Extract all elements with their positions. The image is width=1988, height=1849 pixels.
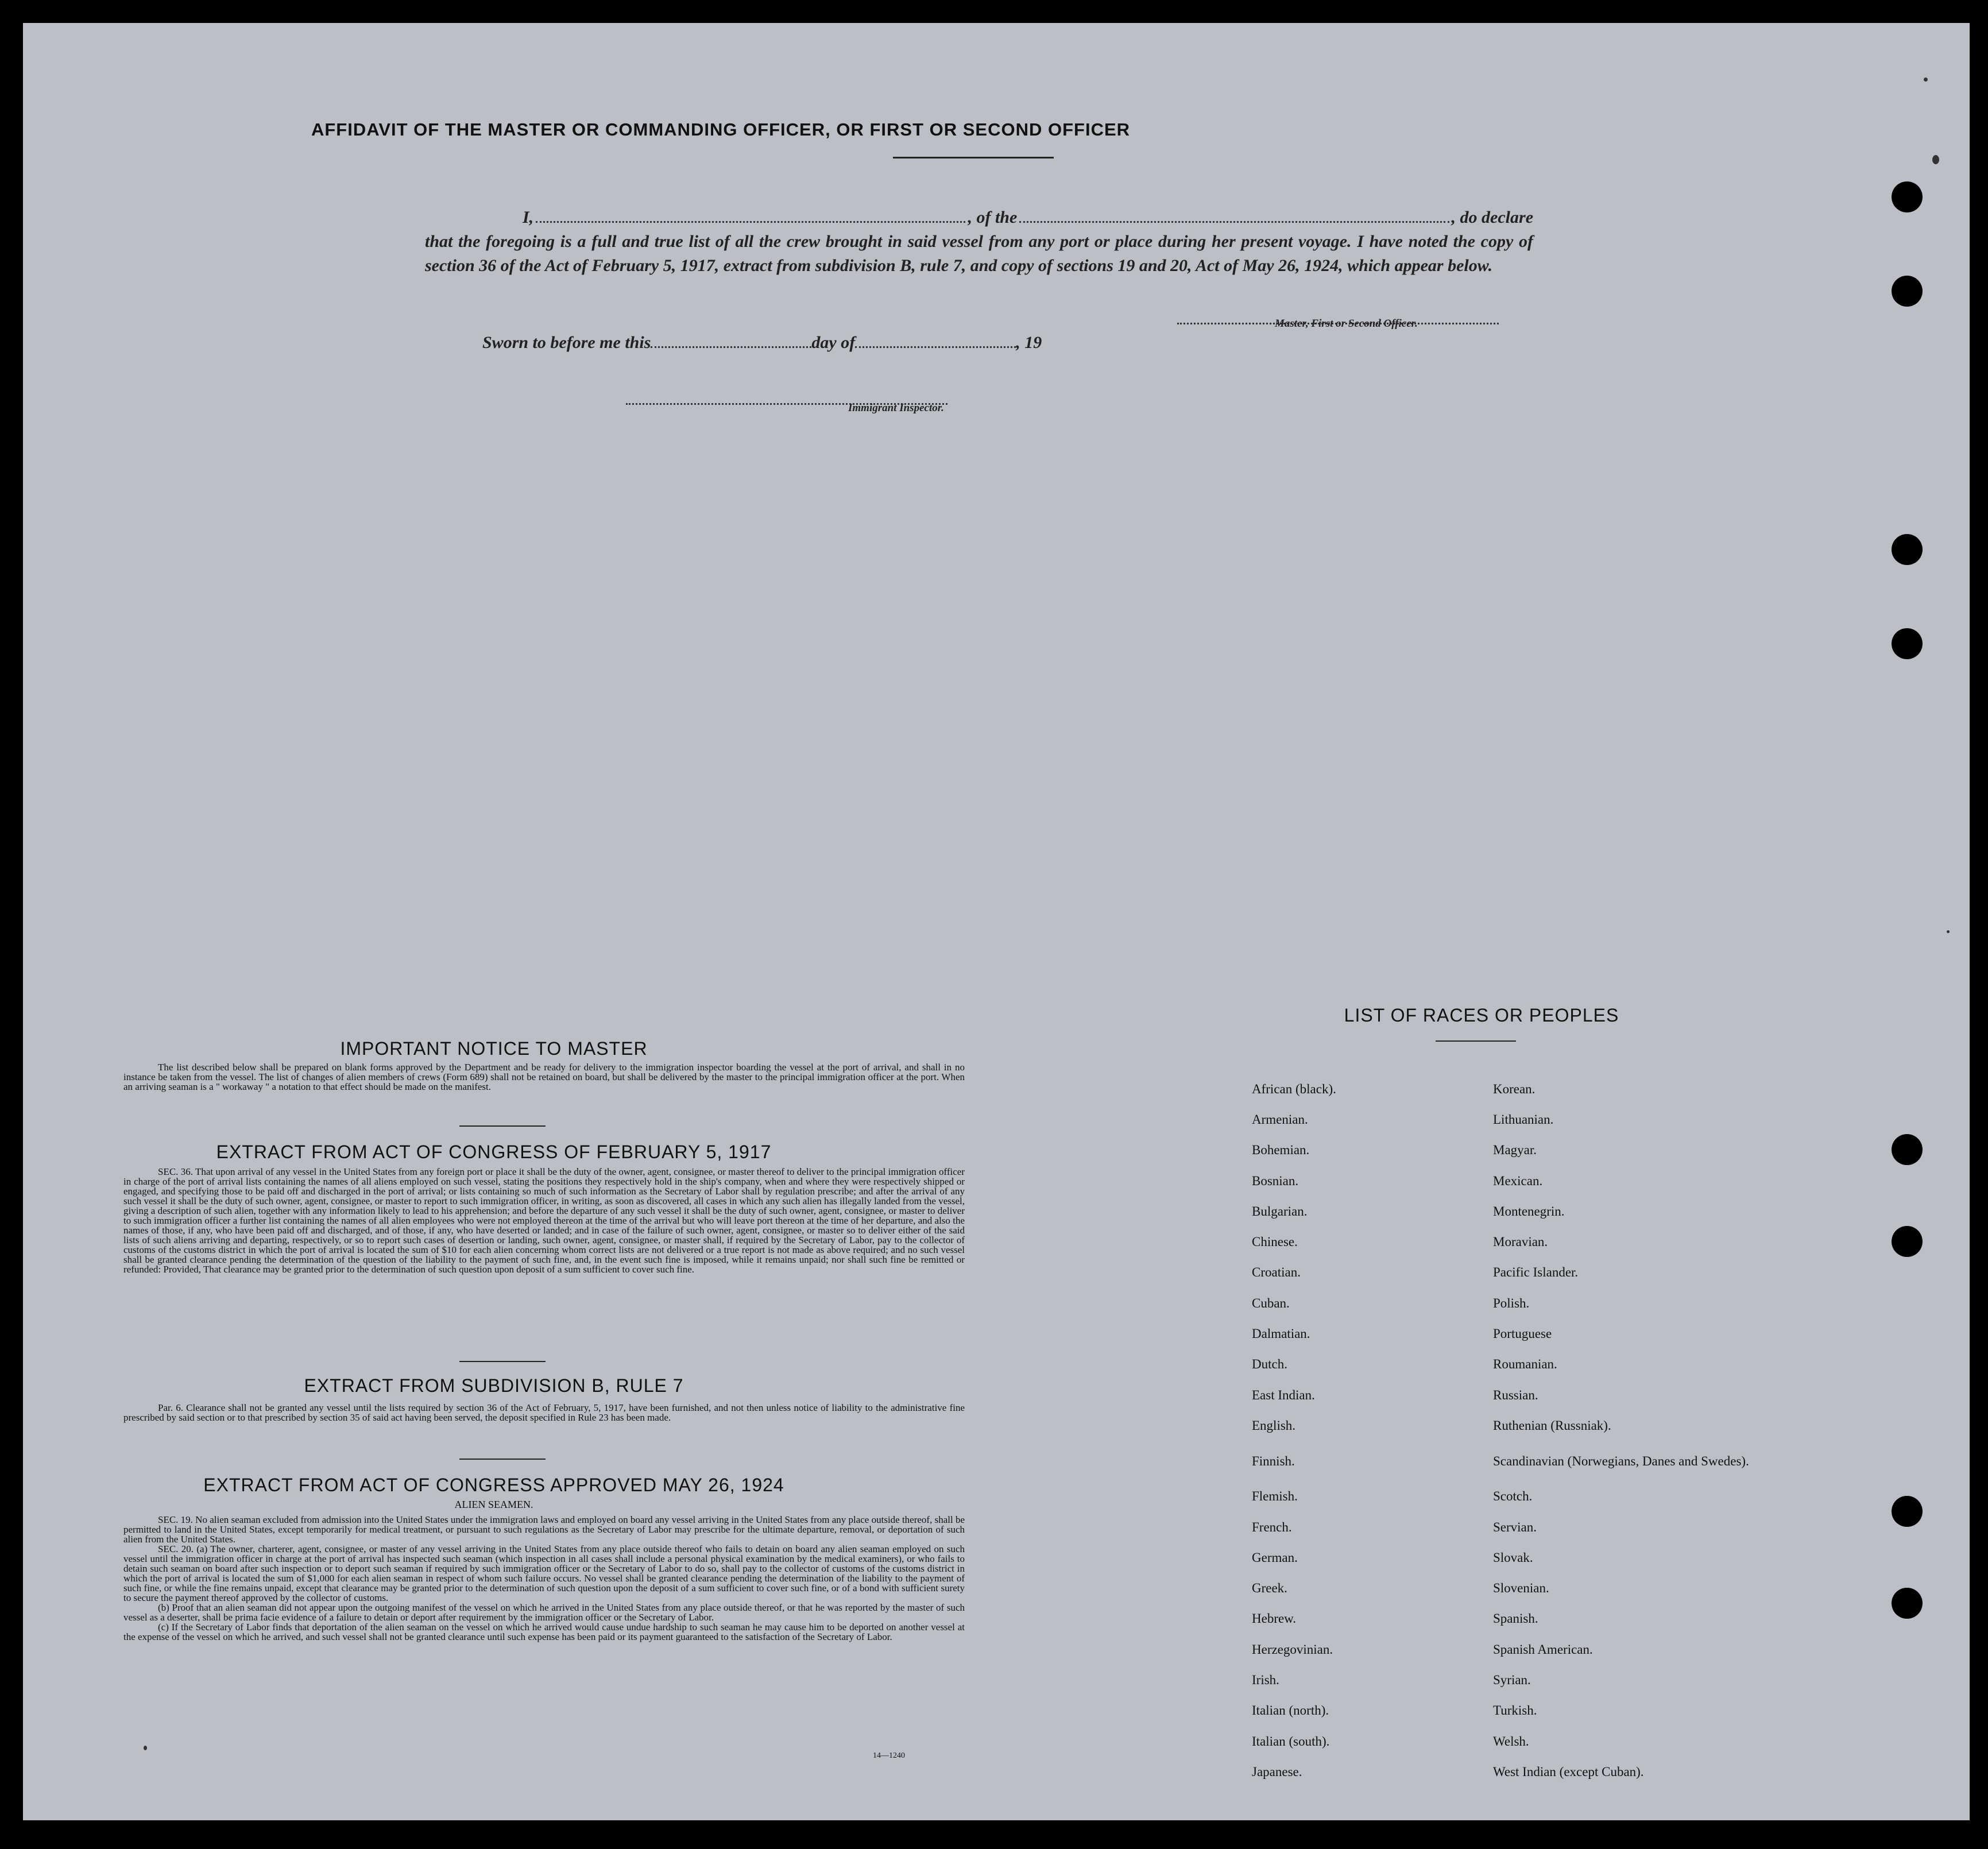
scan-speck [1947,930,1950,933]
race-row [1252,1227,1780,1257]
race-name: Italian (north). [1252,1703,1329,1718]
race-name: Italian (south). [1252,1734,1330,1749]
document-page [23,23,1970,1820]
race-row [1252,1104,1780,1135]
race-name: Montenegrin. [1493,1204,1565,1219]
master-caption: Master, First or Second Officer. [1275,318,1418,330]
race-name: Polish. [1493,1295,1530,1310]
scan-speck [1932,155,1939,164]
binder-hole [1892,276,1923,307]
race-row [1252,1512,1780,1542]
race-name: Cuban. [1252,1295,1290,1310]
section-divider [459,1459,546,1460]
race-name: Irish. [1252,1672,1279,1687]
race-name: Slovenian. [1493,1581,1549,1596]
binder-hole [1892,1134,1923,1165]
inspector-caption: Immigrant Inspector. [848,402,944,414]
race-row [1252,1441,1780,1481]
race-name: Scotch. [1493,1489,1533,1504]
race-name: German. [1252,1550,1298,1565]
race-name: French. [1252,1519,1292,1534]
binder-hole [1892,1588,1923,1619]
races-list [1252,1074,1780,1788]
race-name: African (black). [1252,1081,1336,1096]
section-20b-paragraph: (b) Proof that an alien seaman did not appear upon the outgoing manifest of the vessel on which he arrived in the United States from any place outside thereof, or that he was reported by the master of such vessel as a deserter, shall be prima facie evidence of a failure to detain or deport after requirement by the immigration officer or the Secretary of Labor. [123,1602,965,1623]
race-name: West Indian (except Cuban). [1493,1764,1644,1779]
section-20a-paragraph: SEC. 20. (a) The owner, charterer, agent, consignee, or master of any vessel arriving in the United States from any place outside thereof who fails to detain on board any alien seaman employed on such vessel until the immigration officer in charge at the port of arrival has inspected such seaman (which inspection in all cases shall include a personal physical examination by the medical examiners), or who fails to detain such seaman on board after such inspection or to deport such seaman if required by such immigration officer or the Secretary of Labor to do so, shall pay to the collector of customs of the customs district in which the port of arrival is located the sum of $1,000 for each alien seaman in respect of whom such failure occurs. No vessel shall be granted clearance pending the determination of the liability to the payment of such fine, or while the fine remains unpaid, except that clearance may be granted prior to the determination of such question upon the deposit of a sum sufficient to cover such fine, or of a bond with sufficient surety to secure the payment thereof approved by the collector of customs. [123,1544,965,1603]
extract-rule7-title: EXTRACT FROM SUBDIVISION B, RULE 7 [304,1375,684,1396]
race-name: Syrian. [1493,1672,1531,1687]
race-name: Japanese. [1252,1764,1302,1779]
races-title: LIST OF RACES OR PEOPLES [1344,1005,1619,1026]
race-row [1252,1410,1780,1441]
race-row [1252,1074,1780,1104]
races-title-divider [1436,1040,1516,1042]
race-name: Finnish. [1252,1453,1295,1468]
race-name: Russian. [1493,1387,1538,1402]
race-row [1252,1634,1780,1665]
race-row [1252,1135,1780,1166]
race-name: Slovak. [1493,1550,1533,1565]
race-name: Pacific Islander. [1493,1265,1579,1280]
race-name: Herzegovinian. [1252,1642,1333,1657]
race-name: Bosnian. [1252,1173,1299,1188]
race-name: Hebrew. [1252,1611,1297,1626]
race-row [1252,1380,1780,1410]
race-row [1252,1726,1780,1757]
scan-speck [144,1746,147,1750]
month-blank[interactable] [855,334,1016,348]
notice-paragraph: The list described below shall be prepared on blank forms approved by the Department and be ready for delivery to the immigration inspector boarding the vessel at the port of arrival, and shall in no instance be taken from the vessel. The list of changes of alien members of crews (Form 689) shall not be retained on board, but shall be delivered by the master to the principal immigration officer at the port. When an arriving seaman is a " workaway " a notation to that effect should be made on the manifest. [123,1062,965,1092]
race-name: Moravian. [1493,1235,1548,1250]
sworn-line [482,333,1042,353]
race-name: Scandinavian (Norwegians, Danes and Swedes). [1493,1453,1749,1468]
race-row [1252,1349,1780,1380]
binder-hole [1892,1496,1923,1527]
section-divider [459,1125,546,1127]
race-name: Chinese. [1252,1235,1298,1250]
paragraph-6: Par. 6. Clearance shall not be granted any vessel until the lists required by section 36 of the Act of February, 5, 1917, have been furnished, and not then unless notice of liability to the administrative fine prescribed by said section or to that prescribed by section 35 of said act having been served, the deposit specified in Rule 23 has been made. [123,1402,965,1423]
race-name: Bohemian. [1252,1143,1310,1158]
race-row [1252,1696,1780,1726]
race-name: Roumanian. [1493,1357,1557,1372]
section-19-paragraph: SEC. 19. No alien seaman excluded from admission into the United States under the immigration laws and employed on board any vessel arriving in the United States from any place outside thereof, shall be permitted to land in the United States, except temporarily for medical treatment, or pursuant to such regulations as the Secretary of Labor may prescribe for the ultimate departure, removal, or deportation of such alien from the United States. [123,1514,965,1545]
year-label: , 19 [1016,333,1042,352]
race-row [1252,1573,1780,1603]
race-name: East Indian. [1252,1387,1315,1402]
title-divider [893,157,1054,158]
race-name: Croatian. [1252,1265,1301,1280]
affidavit-title: AFFIDAVIT OF THE MASTER OR COMMANDING OFFICER, OR FIRST OR SECOND OFFICER [311,119,1131,140]
race-name: Spanish. [1493,1611,1538,1626]
race-row [1252,1166,1780,1196]
race-row [1252,1604,1780,1634]
race-name: Spanish American. [1493,1642,1593,1657]
extract-1924-subtitle: ALIEN SEAMEN. [454,1499,533,1510]
race-row [1252,1258,1780,1288]
binder-hole [1892,628,1923,659]
affidavit-statement: that the foregoing is a full and true list of all the crew brought in said vessel from any port or place during her present voyage. I have noted the copy of section 36 of the Act of February 5, 1917, extract from subdivision B, rule 7, and copy of sections 19 and 20, Act of May 26, 1924, which appear below. [425,232,1533,275]
race-row [1252,1757,1780,1787]
extract-1917-text [123,1167,965,1274]
extract-rule7-text [123,1403,965,1422]
form-number: 14—1240 [873,1751,905,1760]
section-divider [459,1361,546,1362]
binder-hole [1892,1226,1923,1257]
binder-hole [1892,534,1923,565]
section-20c-paragraph: (c) If the Secretary of Labor finds that deportation of the alien seaman on the vessel on which he arrived would cause undue hardship to such seaman he may cause him to be deported on another vessel at the expense of the vessel on which he arrived, and such vessel shall not be granted clearance until such expense has been paid or its payment guaranteed to the satisfaction of the Secretary of Labor. [123,1622,965,1642]
day-blank[interactable] [651,334,811,348]
race-name: Flemish. [1252,1489,1298,1504]
race-row [1252,1288,1780,1318]
day-of-label: day of [811,333,856,352]
race-name: Welsh. [1493,1734,1529,1749]
race-name: Lithuanian. [1493,1112,1554,1127]
race-name: Turkish. [1493,1703,1537,1718]
extract-1924-text [123,1515,965,1642]
race-name: Dalmatian. [1252,1326,1310,1341]
sworn-label: Sworn to before me this [482,333,651,352]
affidavit-of-the-label: , of the [968,208,1018,227]
race-name: Dutch. [1252,1357,1287,1372]
race-name: Greek. [1252,1581,1287,1596]
section-36-paragraph: SEC. 36. That upon arrival of any vessel in the United States from any foreign port or place it shall be the duty of the owner, agent, consignee, or master thereof to deliver to the principal immigration officer in charge of the port of arrival lists containing the names of all aliens employed on such vessel, stating the positions they respectively hold in the ship's company, when and where they were respectively shipped or engaged, and specifying those to be paid off and discharged in the port of arrival; or lists containing so much of such information as the Secretary of Labor shall by regulation prescribe; and after the arrival of any such vessel it shall be the duty of such owner, agent, consignee, or master to report to such immigration officer, in writing, as soon as discovered, all cases in which any such alien has illegally landed from the vessel, giving a description of such alien, together with any information likely to lead to his apprehension; and before the departure of any such vessel it shall be the duty of such owner, agent, consignee, or master to deliver to such immigration officer a further list containing the names of all alien employees who were not employed thereon at the time of the arrival but who will leave port thereon at the time of her departure, and also the names of those, if any, who have been paid off and discharged, and of those, if any, who have deserted or landed; and in case of the failure of such owner, agent, consignee, or master so to deliver either of the said lists of such aliens arriving and departing, respectively, or so to report such cases of desertion or landing, such owner, agent, consignee, or master shall, if required by the Secretary of Labor, pay to the collector of customs of the customs district in which the port of arrival is located the sum of $10 for each alien concerning whom correct lists are not delivered or a true report is not made as above required; and no such vessel shall be granted clearance pending the determination of the question of the liability to the payment of such fine, and, in the event such fine is imposed, while it remains unpaid; nor shall such fine be remitted or refunded: Provided, That clearance may be granted prior to the determination of such question upon deposit of a sum sufficient to cover such fine. [123,1166,965,1275]
affidavit-body [425,206,1533,278]
race-name: Bulgarian. [1252,1204,1308,1219]
race-name: Servian. [1493,1519,1537,1534]
race-name: Korean. [1493,1081,1536,1096]
race-name: Portuguese [1493,1326,1552,1341]
race-name: English. [1252,1418,1296,1433]
race-name: Ruthenian (Russniak). [1493,1418,1611,1433]
notice-text [123,1062,965,1092]
scan-speck [1924,78,1928,82]
race-row [1252,1665,1780,1695]
notice-title: IMPORTANT NOTICE TO MASTER [340,1038,648,1059]
extract-1924-title: EXTRACT FROM ACT OF CONGRESS APPROVED MAY 26, 1924 [203,1475,784,1495]
race-name: Magyar. [1493,1143,1537,1158]
affidavit-declare-label: , do declare [1451,208,1534,227]
race-row [1252,1542,1780,1573]
race-name: Armenian. [1252,1112,1308,1127]
race-row [1252,1196,1780,1227]
race-row [1252,1318,1780,1349]
affidavit-i-label: I, [523,208,534,227]
vessel-blank[interactable] [1019,215,1449,223]
race-name: Mexican. [1493,1173,1543,1188]
name-blank[interactable] [536,215,965,223]
race-row [1252,1481,1780,1512]
binder-hole [1892,181,1923,212]
extract-1917-title: EXTRACT FROM ACT OF CONGRESS OF FEBRUARY 5, 1917 [216,1142,772,1162]
